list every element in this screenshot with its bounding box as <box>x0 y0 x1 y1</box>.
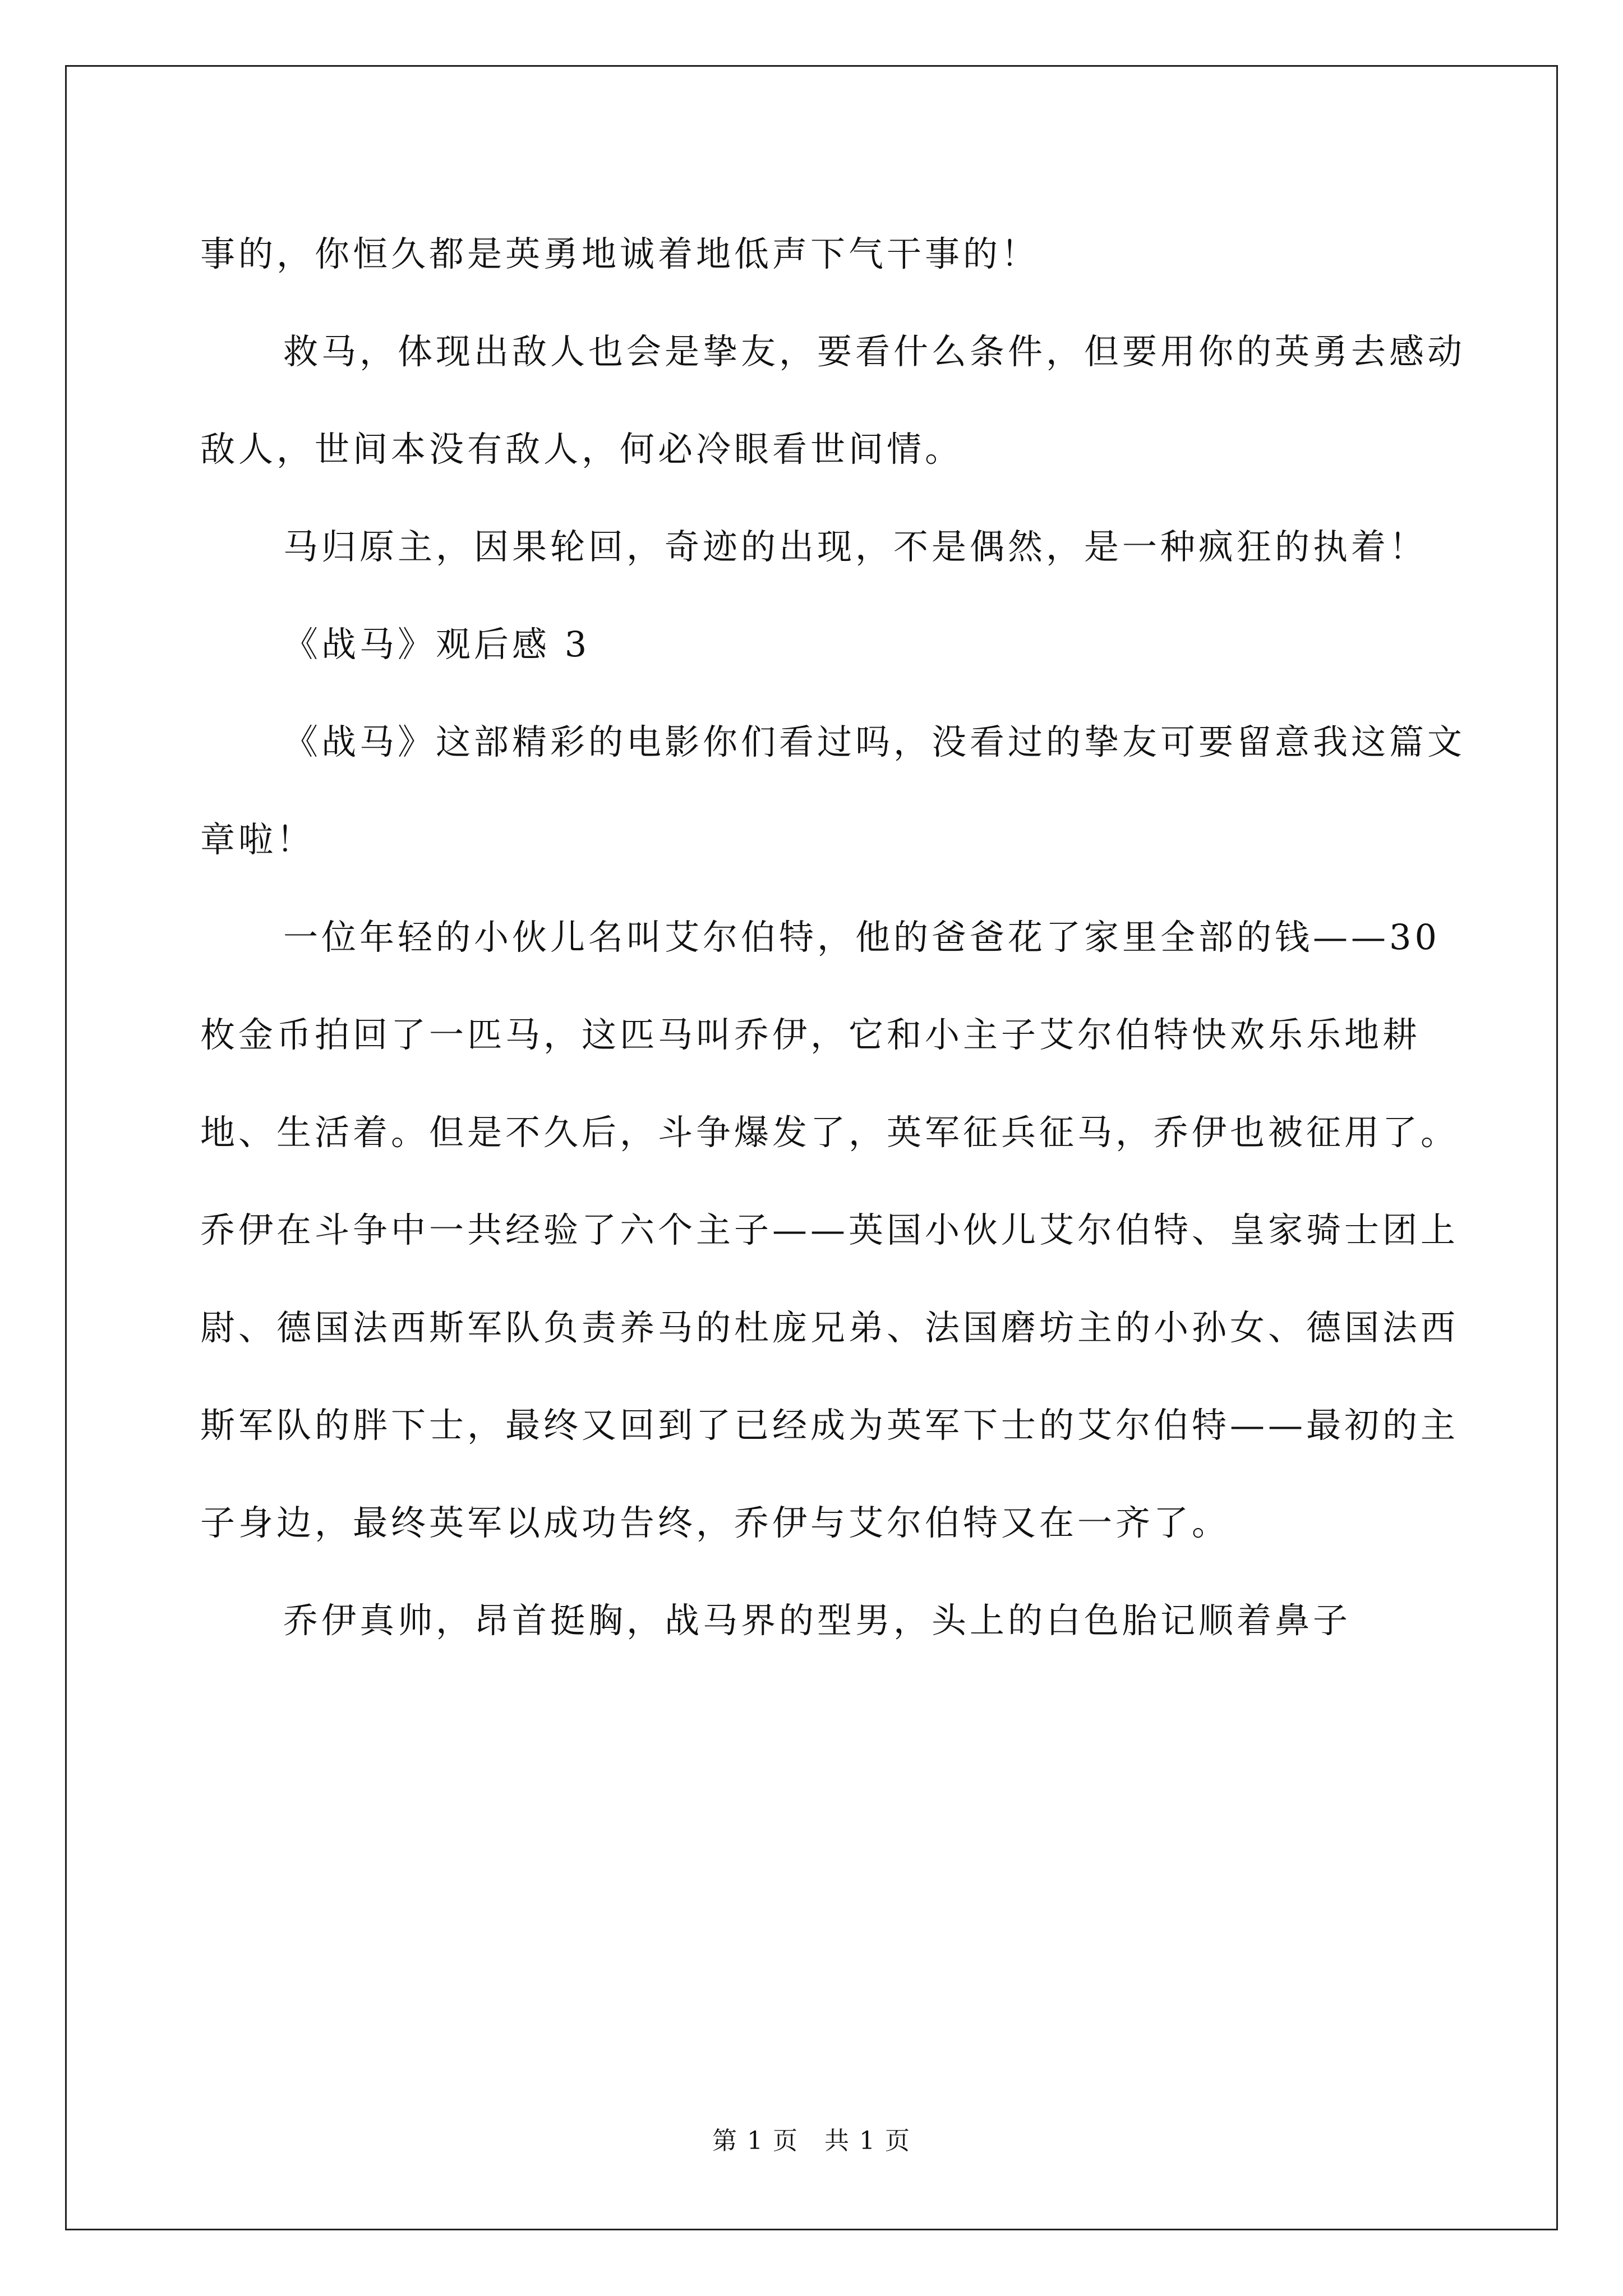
page-footer: 第 1 页 共 1 页 <box>712 2127 911 2155</box>
paragraph: 乔伊真帅，昂首挺胸，战马界的型男，头上的白色胎记顺着鼻子 <box>283 1600 1352 1641</box>
document-body <box>200 205 1468 1669</box>
paragraph: 救马，体现出敌人也会是挚友，要看什么条件，但要用你的英勇去感动敌人，世间本没有敌人，何必冷眼看世间情。 <box>200 331 1466 470</box>
paragraph: 《战马》这部精彩的电影你们看过吗，没看过的挚友可要留意我这篇文章啦！ <box>200 721 1466 860</box>
paragraph: 一位年轻的小伙儿名叫艾尔伯特，他的爸爸花了家里全部的钱——30 枚金币拍回了一匹马，这匹马叫乔伊，它和小主子艾尔伯特快欢乐乐地耕地、生活着。但是不久后，斗争爆发了，英军征兵征马，乔伊也被征用了。乔伊在斗争中一共经验了六个主子——英国小伙儿艾尔伯特、皇家骑士团上尉、德国法西斯军队负责养马的杜庞兄弟、法国磨坊主的小孙女、德国法西斯军队的胖下士，最终又回到了已经成为英军下士的艾尔伯特——最初的主子身边，最终英军以成功告终，乔伊与艾尔伯特又在一齐了。 <box>200 917 1459 1543</box>
paragraph: 马归原主，因果轮回，奇迹的出现，不是偶然，是一种疯狂的执着！ <box>283 526 1428 567</box>
paragraph: 事的，你恒久都是英勇地诚着地低声下气干事的！ <box>200 233 1040 274</box>
section-heading: 《战马》观后感 3 <box>283 624 591 665</box>
